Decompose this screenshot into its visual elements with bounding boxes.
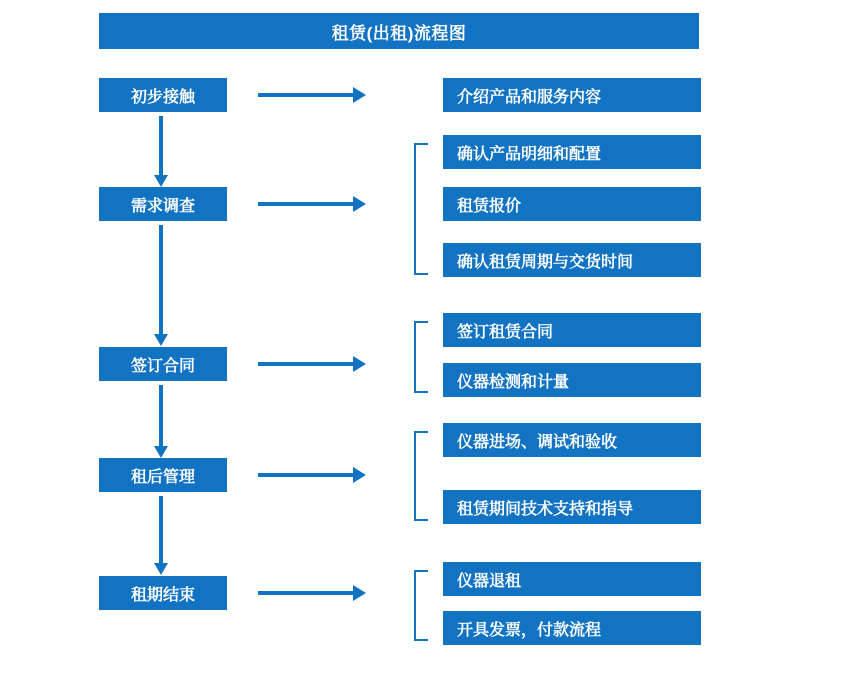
bracket-stage-3 [414,321,428,393]
arrow-stage-5 [258,591,354,595]
detail-node-2-3[interactable]: 确认租赁周期与交货时间 [443,243,701,277]
arrow-stage-4 [258,473,354,477]
detail-node-2-1[interactable]: 确认产品明细和配置 [443,135,701,169]
detail-node-4-2[interactable]: 租赁期间技术支持和指导 [443,490,701,524]
stage-node-签订合同[interactable]: 签订合同 [99,347,227,381]
stage-node-租后管理[interactable]: 租后管理 [99,458,227,492]
detail-node-5-1[interactable]: 仪器退租 [443,562,701,596]
stage-node-需求调查[interactable]: 需求调查 [99,187,227,221]
arrow-stage-2 [258,202,354,206]
bracket-stage-2 [414,143,428,275]
detail-node-1-1[interactable]: 介绍产品和服务内容 [443,78,701,112]
bracket-stage-5 [414,570,428,641]
connector-4-5 [159,496,163,564]
detail-node-2-2[interactable]: 租赁报价 [443,187,701,221]
page-title: 租赁(出租)流程图 [99,13,699,49]
detail-node-3-2[interactable]: 仪器检测和计量 [443,363,701,397]
detail-node-4-1[interactable]: 仪器进场、调试和验收 [443,423,701,457]
stage-node-初步接触[interactable]: 初步接触 [99,78,227,112]
bracket-stage-4 [414,431,428,521]
detail-node-5-2[interactable]: 开具发票，付款流程 [443,611,701,645]
arrow-stage-1 [258,93,354,97]
detail-node-3-1[interactable]: 签订租赁合同 [443,313,701,347]
connector-3-4 [159,385,163,447]
stage-node-租期结束[interactable]: 租期结束 [99,576,227,610]
connector-1-2 [159,116,163,176]
connector-2-3 [159,225,163,335]
arrow-stage-3 [258,362,354,366]
